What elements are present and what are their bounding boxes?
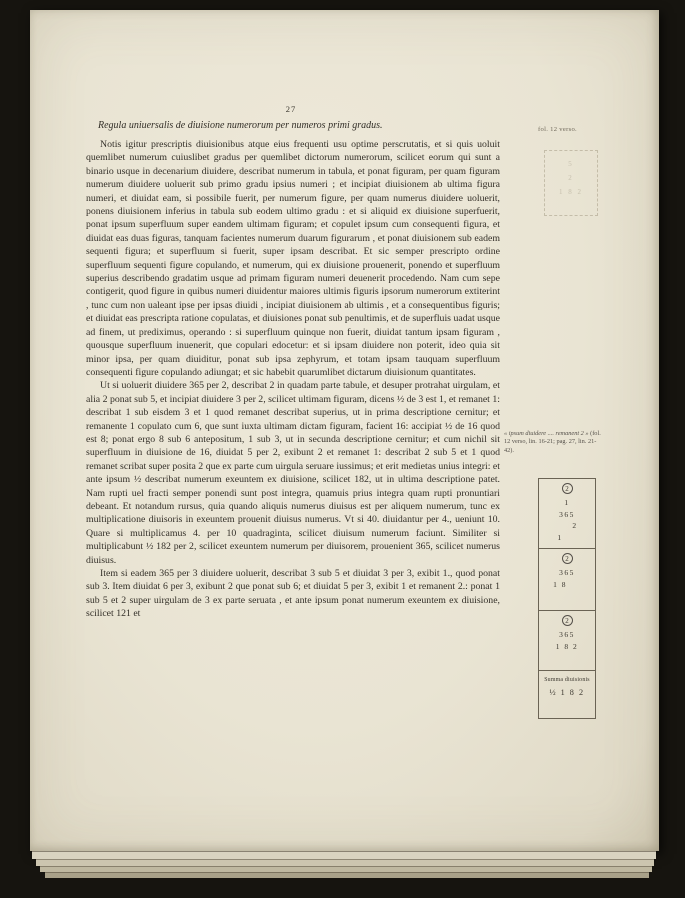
division-step-1	[539, 479, 595, 548]
division-step-3	[539, 610, 595, 670]
circled-divisor: 2	[562, 553, 573, 564]
printed-page	[30, 10, 659, 851]
margin-apparatus-note	[504, 430, 604, 455]
dividend-row: 365	[559, 568, 575, 577]
circled-divisor: 2	[562, 483, 573, 494]
book-page-edge	[45, 872, 649, 878]
circled-divisor: 2	[562, 615, 573, 626]
page-number: 27	[285, 104, 297, 114]
divisor-row: 2	[572, 521, 578, 530]
division-step-2	[539, 548, 595, 610]
show-through-row: 5	[568, 160, 574, 168]
margin-note-quote: « ipsum diuidere .... remanent 2 »	[504, 430, 589, 437]
remainder-row: 1	[564, 498, 570, 507]
section-title: Regula uniuersalis de diuisione numerorum per numeros primi gradus.	[98, 120, 383, 131]
division-summary	[539, 670, 595, 718]
paragraph: Item si eadem 365 per 3 diuidere uoluerit, describat 3 sub 5 et diuidat 3 per 3, exibit 1., quod ponat sub 3. Item diuidat 6 per 3, exibunt 2 que ponat sub 6; et diuidat 5 per 3, exibit 1 et remanent 2.: ponat 1 sub 5 et 2 super uirgulam de 3 ex parte seruata , et ante ipsum ponat numerum exeuntem ex diuisione, scilicet 121 et	[86, 568, 500, 620]
dividend-row: 365	[559, 630, 575, 639]
paragraph: Notis igitur prescriptis diuisionibus atque eius frequenti usu optime perscrutatis, et si quis uoluit quemlibet numerum cuiuslibet gradus per quemlibet dictorum numerorum, scilicet eorum qui sunt a binario usque in decenarium diuidere, describat numerum in tabula, et ponat figuram, per quam figuram numerum diuidere uoluerit sub primo gradu ipsius numeri ; et incipiat diuisionem ab ultima figura numeri, et diuidat eam, si possibile fuerit, per numerum figure, per quam numerus diuidere uoluerit, ponens diuisionem inferius in tabula sub eodem ultimo gradu : et si aliquid ex diuisione superfuerit, ponat ipsum superfluum super eandem ultimam figuram; et copulet ipsum cum consequenti figura, et diuidat eas duas figuras, tanquam facientes numerum duarum figurarum , et ponat diuisionem sub eadem sequenti figura; et superfluum si fuerit, super ipsam describat. Et sic semper prescripto ordine superfluum sequenti figure copulando, et numerum, qui ex diuisione prouenerit, ponendo et superfluum superius describendo gradatim usque ad primam figuram numeri deuenerit procedendo. Nam cum sepe contigerit, quod figure in quibus numeri diuidentur maiores ultimis figuris ipsorum numerorum extiterint , tunc cum non ualeant ipse per ipsas diuidi , incipiat diuisionem ab ultimis , et a consequentibus figuris; et diuidat eas prescripta ratione copulatas, et diuisiones ponat sub penultimis, et de superfluis uadat usque ad finem, ut prediximus, operando : si superfluum quinque non fuerit, diuidat tantum ipsam figuram , quousque superfluum inuenerit, que copulari edocetur: et si ipsam diuidere non poterit, ideo quia sit minor ipsa, per quam diuiditur, ponat sub ipsa zephyrum, et totam ipsam tauquam superfluum consequenti figure copulando adiungat; et sic habebit quarumlibet dictarum diuisionum quantitates.	[86, 139, 500, 378]
paragraph: Ut si uoluerit diuidere 365 per 2, describat 2 in quadam parte tabule, et desuper protrahat uirgulam, et alia 2 ponat sub 5, et incipiat diuidere 3 per 2, scilicet ultimam figuram, dicens ½ de 3 est 1, et remanet 1: describat 1 sub eisdem 3 et 1 quod remanet describat superius, ut in prima descriptione cernitur; et remanente 1 copulato cum 6, que sunt iuxta ultimam dictam figuram, facient 16: accipiat ½ de 16 quod est 8; ponat ergo 8 sub 6 antepositum, 1 sub 3, ut in secunda descriptione cernitur; et cum nichil sit superfluum in diuisione de 16, diuidat 5 per 2, exibunt 2 et remanet 1: describat 2 sub 5 et 1 quod remanet scribat super posita 2 que ex parte cum uirgula seruare iussimus; et erit medietas unius integri: et ante ipsum ½ describat numerum exeuntem ex diuisione, scilicet 182, ut in ultima descriptione patet. Nam rupti uel fracti semper ponendi sunt post integra, quamuis prius integra quam rupti pronuntiari debeant. Et notandum rursus, quia quando aliquis numerus diuisus est per aliquem numerum, tunc ex multiplicatione diuisoris in exeuntem prouenit diuisus numerus. Vt si 40. diuidantur per 4., ueniunt 10. Quare si multiplicamus 4. per 10 quadraginta, scilicet diuisum numerum faciunt. Similiter si multiplicabunt ½ 182 per 2, scilicet exeuntem numerum per diuisorem, prouenient 365, scilicet numerus diuisus.	[86, 380, 500, 566]
division-table	[538, 478, 596, 719]
folio-reference: fol. 12 verso.	[538, 126, 577, 133]
book-page-edge	[36, 859, 654, 866]
quotient-row: 1 8 2	[555, 641, 579, 651]
show-through-table	[544, 150, 598, 216]
summary-value: ½ 1 8 2	[549, 688, 585, 697]
quotient-row: 1	[557, 532, 563, 542]
show-through-row: 2	[568, 174, 574, 182]
body-text	[86, 138, 500, 621]
dividend-row: 365	[559, 509, 575, 519]
show-through-row: 1 8 2	[559, 188, 583, 196]
book-page-edge	[32, 851, 656, 859]
summary-label: Summa diuisionis	[544, 677, 590, 683]
quotient-row: 1 8	[553, 579, 567, 589]
margin-note-reference: (fol. 12 verso, lin. 16-21; pag. 27, lin. 21-42).	[504, 430, 601, 454]
